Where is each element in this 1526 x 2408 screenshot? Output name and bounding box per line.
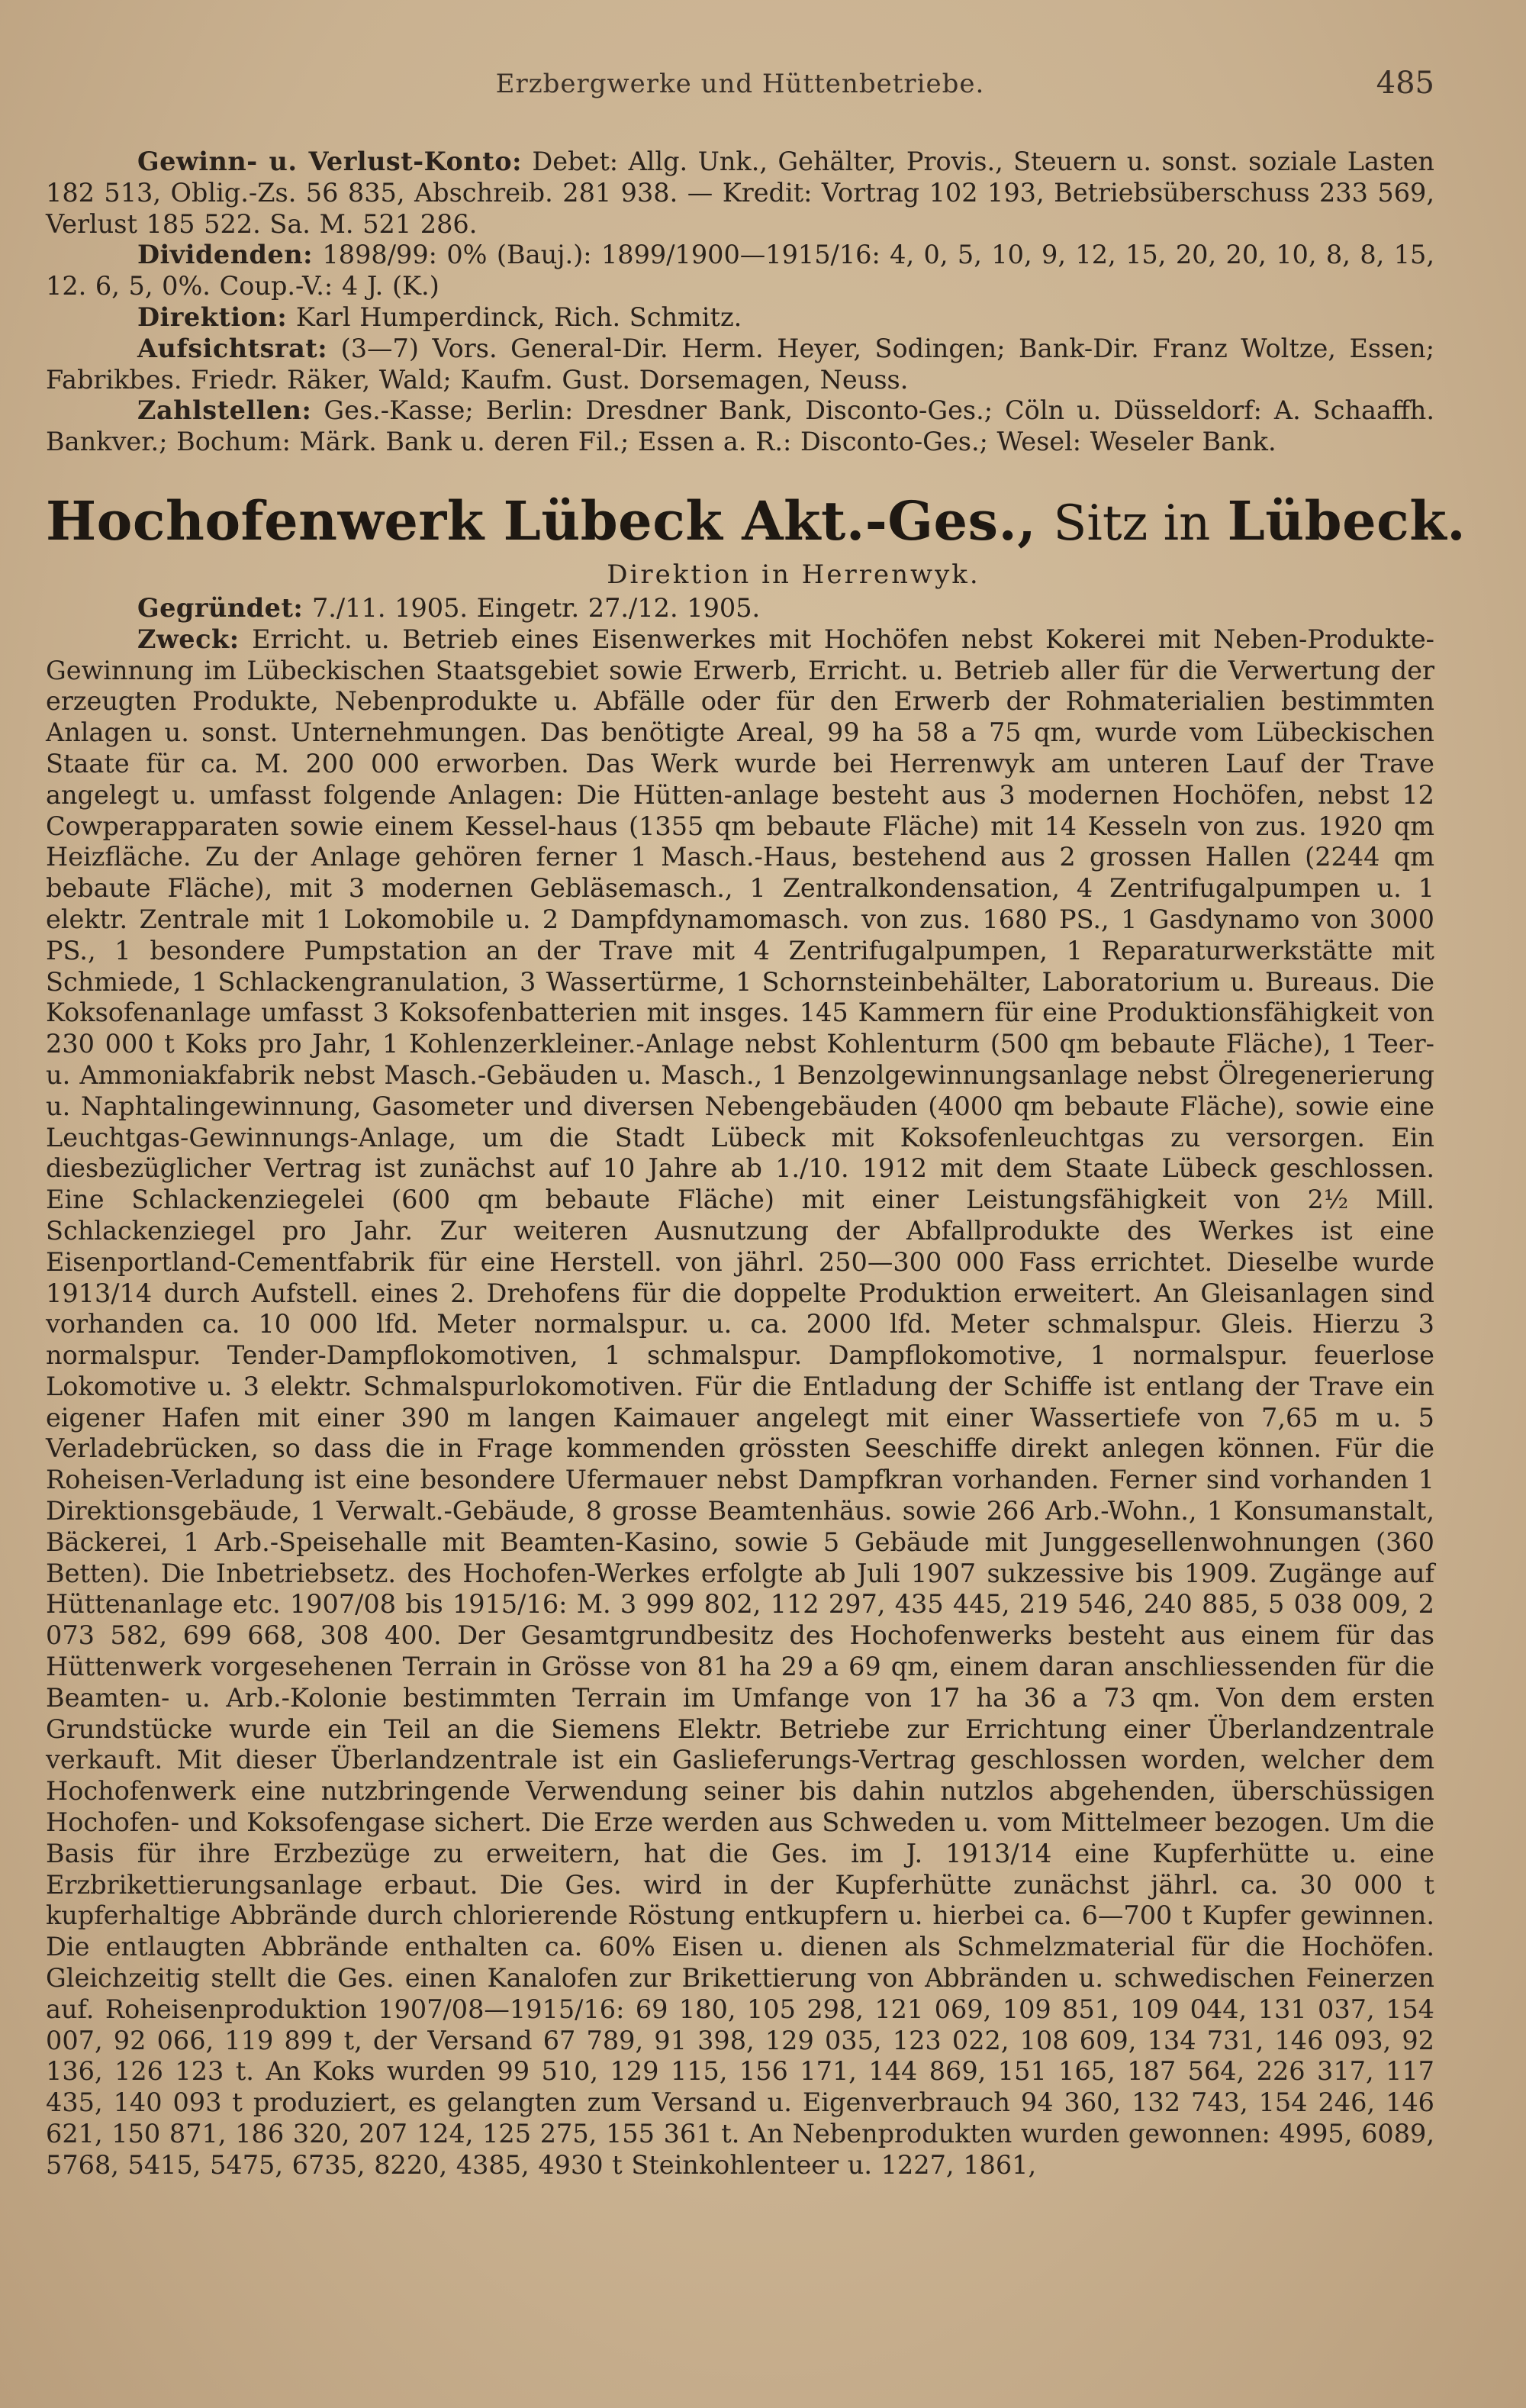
zweck-text: Erricht. u. Betrieb eines Eisenwerkes mit Hochöfen nebst Kokerei mit Neben-Produkte-Gewinnung im Lübeckischen Staatsgebiet sowie Erwerb, Erricht. u. Betrieb aller für die Verwertung der erzeugten Produkte, Nebenprodukte u. Abfälle oder für den Erwerb der Rohmaterialien bestimmten Anlagen u. sonst. Unternehmungen. Das benötigte Areal, 99 ha 58 a 75 qm, wurde vom Lübeckischen Staate für ca. M. 200 000 erworben. Das Werk wurde bei Herrenwyk am unteren Lauf der Trave angelegt u. umfasst folgende Anlagen: Die Hütten-anlage besteht aus 3 modernen Hochöfen, nebst 12 Cowperapparaten sowie einem Kessel-haus (1355 qm bebaute Fläche) mit 14 Kesseln von zus. 1920 qm Heizfläche. Zu der Anlage gehören ferner 1 Masch.-Haus, bestehend aus 2 grossen Hallen (2244 qm bebaute Fläche), mit 3 modernen Gebläsemasch., 1 Zentralkondensation, 4 Zentrifugalpumpen u. 1 elektr. Zentrale mit 1 Lokomobile u. 2 Dampfdynamomasch. von zus. 1680 PS., 1 Gasdynamo von 3000 PS., 1 besondere Pumpstation an der Trave mit 4 Zentrifugalpumpen, 1 Reparaturwerkstätte mit Schmiede, 1 Schlackengranulation, 3 Wassertürme, 1 Schornsteinbehälter, Laboratorium u. Bureaus. Die Koksofenanlage umfasst 3 Koksofenbatterien mit insges. 145 Kammern für eine Produktionsfähigkeit von 230 000 t Koks pro Jahr, 1 Kohlenzerkleiner.-Anlage nebst Kohlenturm (500 qm bebaute Fläche), 1 Teer- u. Ammoniakfabrik nebst Masch.-Gebäuden u. Masch., 1 Benzolgewinnungsanlage nebst Ölregenerierung u. Naphtalingewinnung, Gasometer und diversen Nebengebäuden (4000 qm bebaute Fläche), sowie eine Leuchtgas-Gewinnungs-Anlage, um die Stadt Lübeck mit Koksofenleuchtgas zu versorgen. Ein diesbezüglicher Vertrag ist zunächst auf 10 Jahre ab 1./10. 1912 mit dem Staate Lübeck geschlossen. Eine Schlackenziegelei (600 qm bebaute Fläche) mit einer Leistungsfähigkeit von 2½ Mill. Schlackenziegel pro Jahr. Zur weiteren Ausnutzung der Abfallprodukte des Werkes ist eine Eisenportland-Cementfabrik für eine Herstell. von jährl. 250—300 000 Fass errichtet. Dieselbe wurde 1913/14 durch Aufstell. eines 2. Drehofens für die doppelte Produktion erweitert. An Gleisanlagen sind vorhanden ca. 10 000 lfd. Meter normalspur. u. ca. 2000 lfd. Meter schmalspur. Gleis. Hierzu 3 normalspur. Tender-Dampflokomotiven, 1 schmalspur. Dampflokomotive, 1 normalspur. feuerlose Lokomotive u. 3 elektr. Schmalspurlokomotiven. Für die Entladung der Schiffe ist entlang der Trave ein eigener Hafen mit einer 390 m langen Kaimauer angelegt mit einer Wassertiefe von 7,65 m u. 5 Verladebrücken, so dass die in Frage kommenden grössten Seeschiffe direkt anlegen können. Für die Roheisen-Verladung ist eine besondere Ufermauer nebst Dampfkran vorhanden. Ferner sind vorhanden 1 Direktionsgebäude, 1 Verwalt.-Gebäude, 8 grosse Beamtenhäus. sowie 266 Arb.-Wohn., 1 Konsumanstalt, Bäckerei, 1 Arb.-Speisehalle mit Beamten-Kasino, sowie 5 Gebäude mit Junggesellenwohnungen (360 Betten). Die Inbetriebsetz. des Hochofen-Werkes erfolgte ab Juli 1907 sukzessive bis 1909. Zugänge auf Hüttenanlage etc. 1907/08 bis 1915/16: M. 3 999 802, 112 297, 435 445, 219 546, 240 885, 5 038 009, 2 073 582, 699 668, 308 400. Der Gesamtgrundbesitz des Hochofenwerks besteht aus einem für das Hüttenwerk vorgesehenen Terrain in Grösse von 81 ha 29 a 69 qm, einem daran anschliessenden für die Beamten- u. Arb.-Kolonie bestimmten Terrain im Umfange von 17 ha 36 a 73 qm. Von dem ersten Grundstücke wurde ein Teil an die Siemens Elektr. Betriebe zur Errichtung einer Überlandzentrale verkauft. Mit dieser Überlandzentrale ist ein Gaslieferungs-Vertrag geschlossen worden, welcher dem Hochofenwerk eine nutzbringende Verwendung seiner bis dahin nutzlos abgehenden, überschüssigen Hochofen- und Koksofengase sichert. Die Erze werden aus Schweden u. vom Mittelmeer bezogen. Um die Basis für ihre Erzbezüge zu erweitern, hat die Ges. im J. 1913/14 eine Kupferhütte u. eine Erzbrikettierungsanlage erbaut. Die Ges. wird in der Kupferhütte zunächst jährl. ca. 30 000 t kupferhaltige Abbrände durch chlorierende Röstung entkupfern u. hierbei ca. 6—700 t Kupfer gewinnen. Die entlaugten Abbrände enthalten ca. 60% Eisen u. dienen als Schmelzmaterial für die Hochöfen. Gleichzeitig stellt die Ges. einen Kanalofen zur Brikettierung von Abbränden u. schwedischen Feinerzen auf. Roheisenproduktion 1907/08—1915/16: 69 180, 105 298, 121 069, 109 851, 109 044, 131 037, 154 007, 92 066, 119 899 t, der Versand 67 789, 91 398, 129 035, 123 022, 108 609, 134 731, 146 093, 92 136, 126 123 t. An Koks wurden 99 510, 129 115, 156 171, 144 869, 151 165, 187 564, 226 317, 117 435, 140 093 t produziert, es gelangten zum Versand u. Eigenverbrauch 94 360, 132 743, 154 246, 146 621, 150 871, 186 320, 207 124, 125 275, 155 361 t. An Nebenprodukten wurden gewonnen: 4995, 6089, 5768, 5415, 5475, 6735, 8220, 4385, 4930 t Steinkohlenteer u. 1227, 1861, — [46, 624, 1434, 2180]
running-title: Erzbergwerke und Hüttenbetriebe. — [495, 69, 985, 99]
company-sitz-label: Sitz in — [1053, 495, 1211, 552]
gewinn-label: Gewinn- u. Verlust-Konto: — [137, 147, 522, 176]
aufsichtsrat-text: (3—7) Vors. General-Dir. Herm. Heyer, Sodingen; Bank-Dir. Franz Woltze, Essen; Fabrikbes. Friedr. Räker, Wald; Kaufm. Gust. Dorsemagen, Neuss. — [46, 333, 1434, 395]
company-heading — [46, 487, 1466, 558]
company-direktion: Direktion in Herrenwyk. — [607, 559, 980, 590]
company-sitz-city: Lübeck. — [1227, 488, 1466, 553]
zahlstellen-paragraph — [46, 395, 1434, 458]
gegruendet-paragraph — [46, 593, 1434, 624]
aufsichtsrat-paragraph — [46, 334, 1434, 396]
zahlstellen-text: Ges.-Kasse; Berlin: Dresdner Bank, Disconto-Ges.; Cöln u. Düsseldorf: A. Schaaffh. Bankver.; Bochum: Märk. Bank u. deren Fil.; Essen a. R.: Disconto-Ges.; Wesel: Weseler Bank. — [46, 395, 1434, 457]
gewinn-text: Debet: Allg. Unk., Gehälter, Provis., Steuern u. sonst. soziale Lasten 182 513, Oblig.-Zs. 56 835, Abschreib. 281 938. — Kredit: Vortrag 102 193, Betriebsüberschuss 233 569, Verlust 185 522. Sa. M. 521 286. — [46, 147, 1435, 239]
zweck-paragraph — [46, 624, 1434, 2181]
page-number: 485 — [1376, 66, 1434, 101]
zahlstellen-label: Zahlstellen: — [137, 395, 312, 426]
direktion-paragraph — [46, 302, 1434, 334]
company-name: Hochofenwerk Lübeck Akt.-Ges., — [46, 488, 1037, 553]
aufsichtsrat-label: Aufsichtsrat: — [137, 333, 328, 363]
direktion-text: Karl Humperdinck, Rich. Schmitz. — [295, 301, 742, 332]
direktion-label: Direktion: — [137, 301, 288, 332]
document-page — [46, 46, 1466, 2181]
gewinn-verlust-paragraph — [46, 147, 1434, 240]
running-head — [46, 46, 1434, 107]
gegruendet-text: 7./11. 1905. Eingetr. 27./12. 1905. — [311, 592, 761, 623]
dividenden-paragraph — [46, 240, 1434, 302]
gegruendet-label: Gegründet: — [137, 592, 304, 623]
zweck-label: Zweck: — [137, 624, 240, 654]
dividenden-text: 1898/99: 0% (Bauj.): 1899/1900—1915/16: 4, 0, 5, 10, 9, 12, 15, 20, 20, 10, 8, 8, 15, 12. 6, 5, 0%. Coup.-V.: 4 J. (K.) — [46, 240, 1434, 301]
dividenden-label: Dividenden: — [137, 240, 314, 270]
